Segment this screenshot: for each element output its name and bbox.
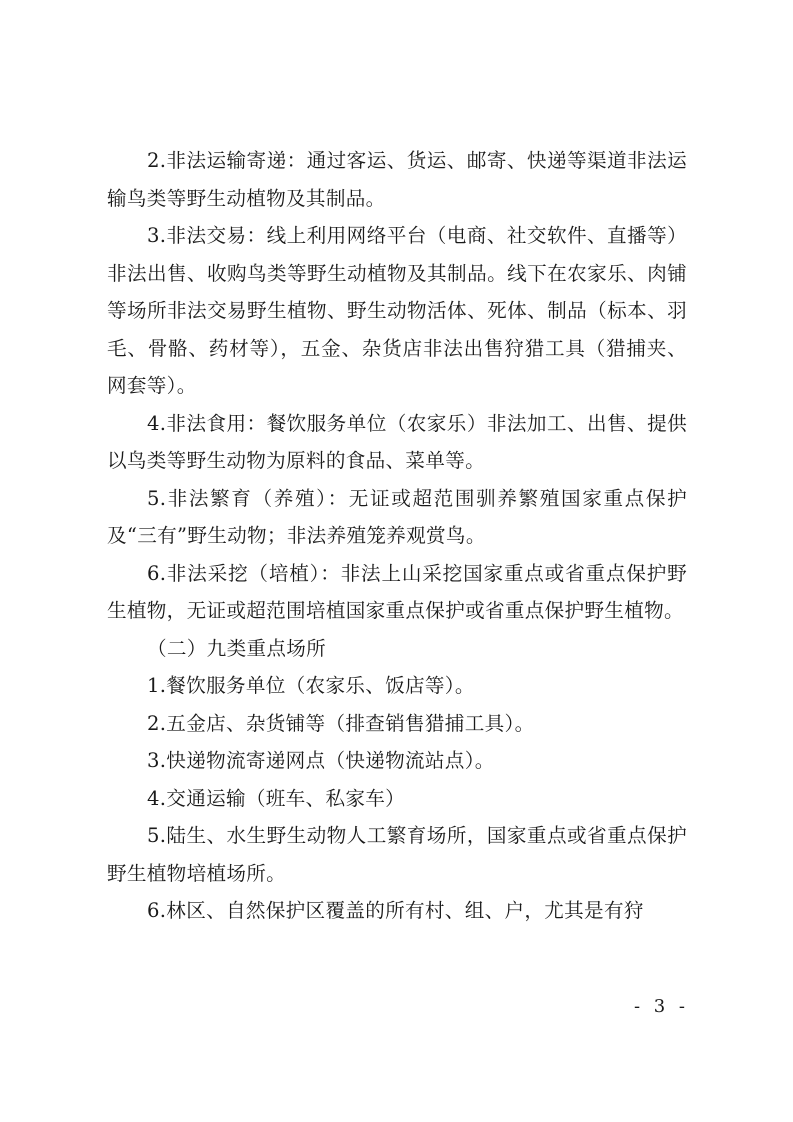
document-body <box>107 142 687 930</box>
paragraph-illegal-consumption: 4.非法食用：餐饮服务单位（农家乐）非法加工、出售、提供以鸟类等野生动物为原料的食品、菜单等。 <box>107 411 687 472</box>
paragraph-illegal-transport: 2.非法运输寄递：通过客运、货运、邮寄、快递等渠道非法运输鸟类等野生动植物及其制品。 <box>107 149 687 210</box>
list-item-place: 6.林区、自然保护区覆盖的所有村、组、户，尤其是有狩 <box>147 899 644 922</box>
page-number: - 3 - <box>633 996 689 1017</box>
list-item-place: 3.快递物流寄递网点（快递物流站点）。 <box>147 749 495 772</box>
section-heading: （二）九类重点场所 <box>147 636 327 660</box>
paragraph-illegal-harvesting: 6.非法采挖（培植）：非法上山采挖国家重点或省重点保护野生植物，无证或超范围培植国家重点保护或省重点保护野生植物。 <box>107 561 687 622</box>
paragraph-illegal-breeding: 5.非法繁育（养殖）：无证或超范围驯养繁殖国家重点保护及“三有”野生动物；非法养殖笼养观赏鸟。 <box>107 486 687 547</box>
list-item-place: 1.餐饮服务单位（农家乐、饭店等）。 <box>147 674 475 697</box>
paragraph-illegal-trade: 3.非法交易：线上利用网络平台（电商、社交软件、直播等）非法出售、收购鸟类等野生动植物及其制品。线下在农家乐、肉铺等场所非法交易野生植物、野生动物活体、死体、制品（标本、羽毛、骨骼、药材等），五金、杂货店非法出售狩猎工具（猎捕夹、网套等）。 <box>107 224 687 397</box>
list-item-place: 4.交通运输（班车、私家车） <box>147 786 406 810</box>
list-item-place: 2.五金店、杂货铺等（排查销售猎捕工具）。 <box>147 711 535 735</box>
list-item-place: 5.陆生、水生野生动物人工繁育场所，国家重点或省重点保护野生植物培植场所。 <box>107 824 687 885</box>
